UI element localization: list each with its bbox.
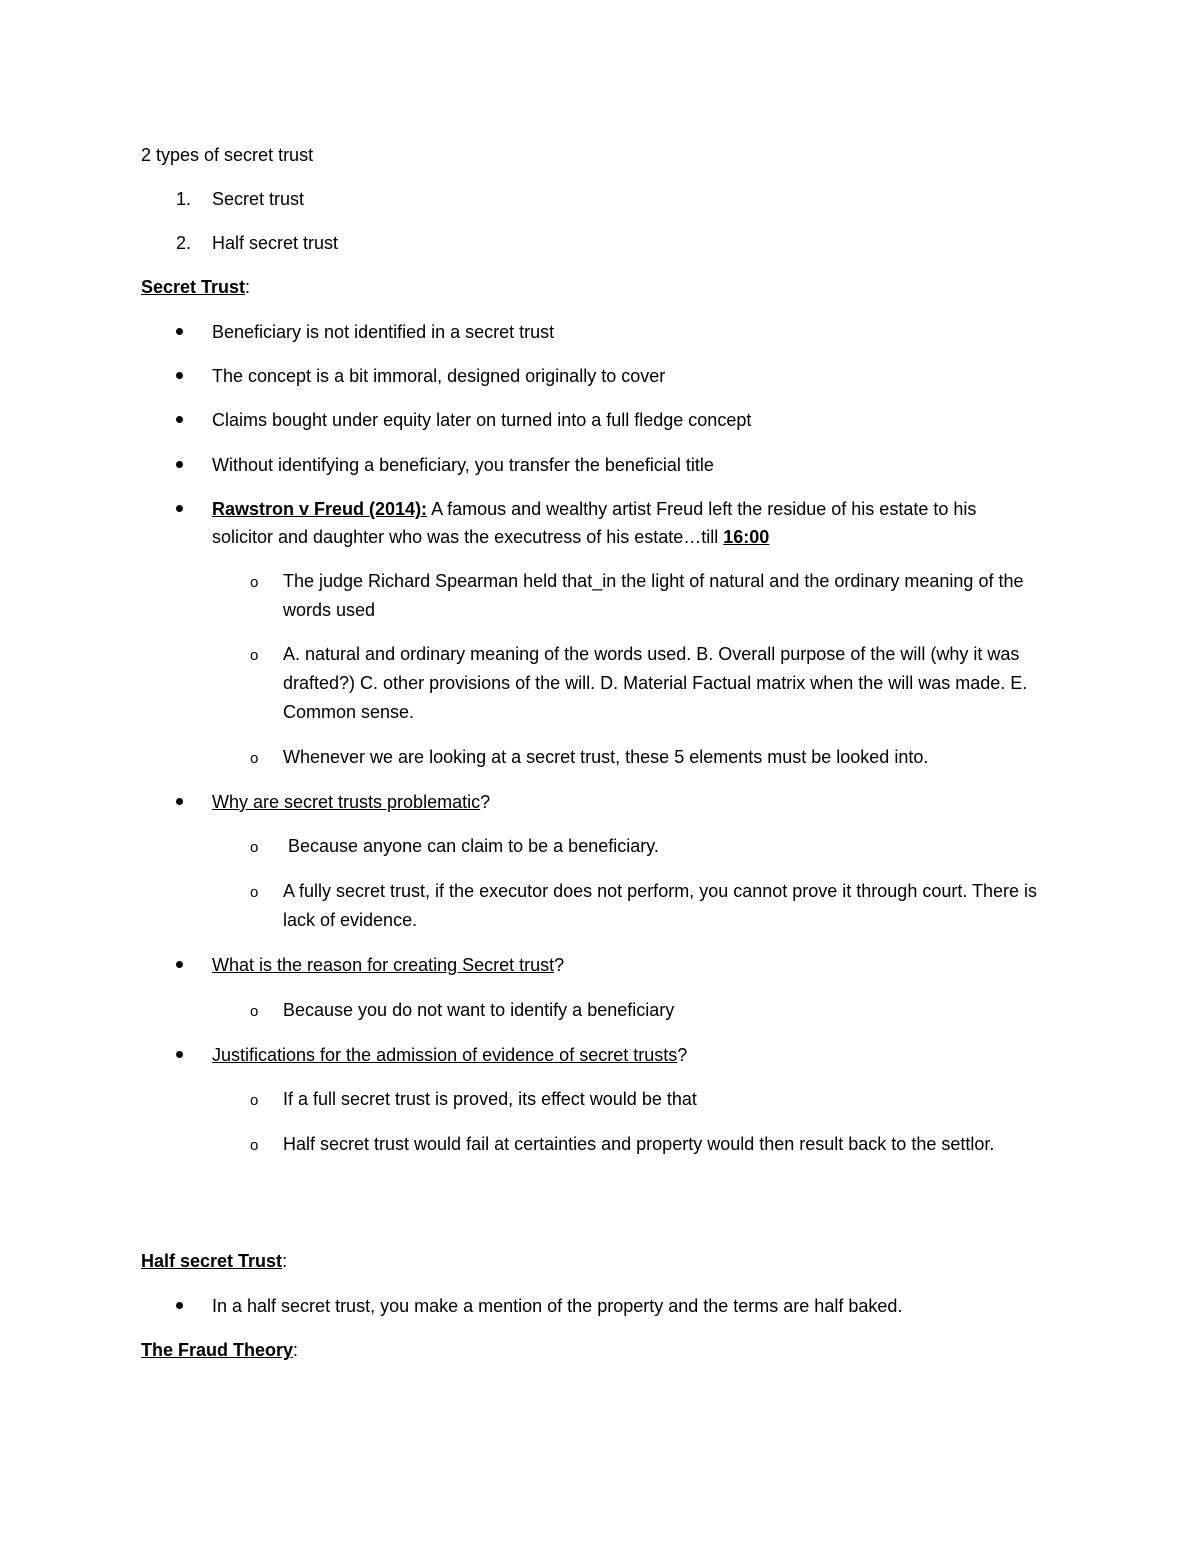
question-mark: ? [677, 1045, 688, 1065]
sub-bullet-icon: o [250, 750, 259, 767]
number-marker: 1. [176, 189, 192, 209]
numbered-item: Secret trust [212, 189, 305, 209]
intro-text: 2 types of secret trust [141, 145, 314, 165]
heading-text: Secret Trust [141, 277, 246, 297]
heading-text: Half secret Trust [141, 1251, 283, 1271]
sub-item: The judge Richard Spearman held that_in the light of natural and the ordinary meaning of the words used [283, 571, 1024, 620]
sub-item: If a full secret trust is proved, its effect would be that [283, 1089, 697, 1109]
numbered-item: Half secret trust [212, 233, 339, 253]
bullet-item: Without identifying a beneficiary, you transfer the beneficial title [212, 455, 714, 475]
sub-bullet-icon: o [250, 1092, 259, 1109]
number-marker: 2. [176, 233, 192, 253]
sub-bullet-icon: o [250, 647, 259, 664]
question-mark: ? [554, 955, 565, 975]
question-text: Why are secret trusts problematic [212, 792, 481, 812]
heading-colon: : [293, 1340, 299, 1360]
bullet-icon [176, 961, 183, 968]
bullet-icon [176, 1302, 183, 1309]
heading-text: The Fraud Theory [141, 1340, 294, 1360]
bullet-icon [176, 416, 183, 423]
sub-item: Half secret trust would fail at certainties and property would then result back to the settlor. [283, 1134, 995, 1154]
case-line-2 [212, 523, 769, 552]
bullet-icon [176, 328, 183, 335]
case-text-2: solicitor and daughter who was the executress of his estate…till [212, 527, 724, 547]
sub-item: Because you do not want to identify a beneficiary [283, 1000, 675, 1020]
question-mark: ? [480, 792, 491, 812]
question-reason [212, 951, 564, 980]
case-text-1: A famous and wealthy artist Freud left the residue of his estate to his [427, 499, 977, 519]
sub-item: Because anyone can claim to be a beneficiary. [283, 836, 659, 856]
question-text: Justifications for the admission of evidence of secret trusts [212, 1045, 678, 1065]
case-line-1 [212, 495, 976, 524]
sub-item: A fully secret trust, if the executor does not perform, you cannot prove it through court. There is lack of evidence. [283, 881, 1038, 930]
bullet-icon [176, 372, 183, 379]
bullet-icon [176, 461, 183, 468]
case-time: 16:00 [723, 527, 770, 547]
case-name: Rawstron v Freud (2014): [212, 499, 428, 519]
section-heading-fraud-theory [141, 1336, 298, 1365]
bullet-item: In a half secret trust, you make a mention of the property and the terms are half baked. [212, 1296, 903, 1316]
bullet-item: The concept is a bit immoral, designed originally to cover [212, 366, 666, 386]
heading-colon: : [245, 277, 251, 297]
bullet-icon [176, 798, 183, 805]
sub-bullet-icon: o [250, 884, 259, 901]
sub-bullet-icon: o [250, 839, 259, 856]
section-heading-half-secret-trust [141, 1247, 287, 1276]
sub-bullet-icon: o [250, 1003, 259, 1020]
bullet-icon [176, 505, 183, 512]
heading-colon: : [282, 1251, 288, 1271]
question-text: What is the reason for creating Secret trust [212, 955, 555, 975]
sub-item: Whenever we are looking at a secret trust, these 5 elements must be looked into. [283, 747, 929, 767]
bullet-icon [176, 1051, 183, 1058]
bullet-item: Beneficiary is not identified in a secret trust [212, 322, 555, 342]
question-justifications [212, 1041, 687, 1070]
sub-bullet-icon: o [250, 574, 259, 591]
bullet-item: Claims bought under equity later on turned into a full fledge concept [212, 410, 752, 430]
sub-bullet-icon: o [250, 1137, 259, 1154]
sub-item: A. natural and ordinary meaning of the words used. B. Overall purpose of the will (why it was drafted?) C. other provisions of the will. D. Material Factual matrix when the will was made. E. Common sense. [283, 644, 1028, 722]
question-problematic [212, 788, 490, 817]
section-heading-secret-trust [141, 273, 250, 302]
